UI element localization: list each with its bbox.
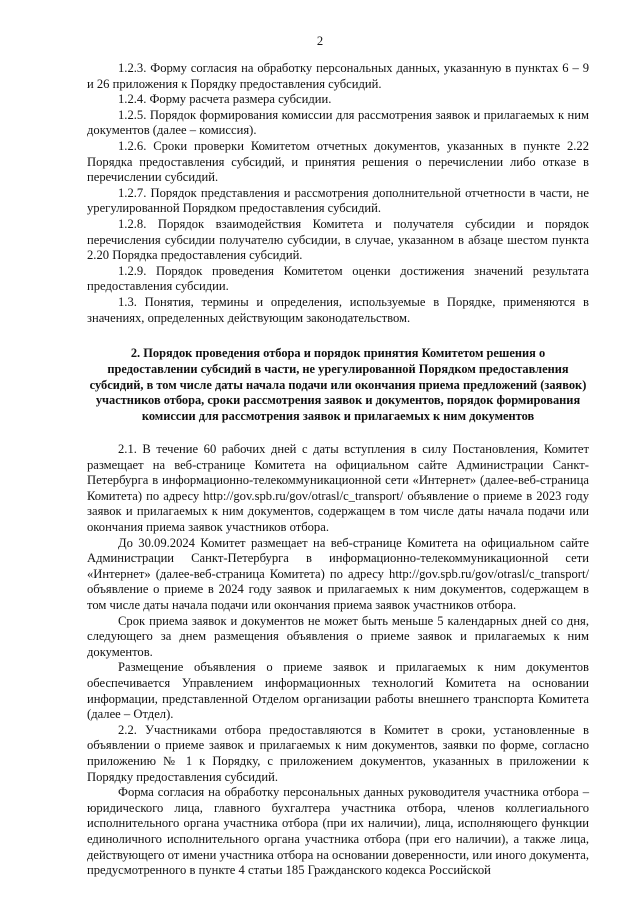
paragraph-1-2-8: 1.2.8. Порядок взаимодействия Комитета и получателя субсидии и порядок перечисления субсидии получателю субсидии, в случае, указанном в абзаце шестом пункта 2.20 Порядка предоставления субсидий. [87, 216, 589, 263]
paragraph-announcement-placement: Размещение объявления о приеме заявок и прилагаемых к ним документов обеспечивается Управлением информационных технологий Комитета на основании информации, представленной Отделом организации работы внешнего транспорта Комитета (далее – Отдел). [87, 660, 589, 722]
paragraph-1-2-7: 1.2.7. Порядок представления и рассмотрения дополнительной отчетности в части, не урегулированной Порядком предоставления субсидий. [87, 185, 589, 216]
paragraph-1-3: 1.3. Понятия, термины и определения, используемые в Порядке, применяются в значениях, определенных действующим законодательством. [87, 294, 589, 325]
paragraph-2-1: 2.1. В течение 60 рабочих дней с даты вступления в силу Постановления, Комитет размещает на веб-странице Комитета на официальном сайте Администрации Санкт-Петербурга в информационно-телекоммуникационной сети «Интернет» (далее-веб-страница Комитета) по адресу http://gov.spb.ru/gov/otrasl/c_transport/ объявление о приеме в 2023 году заявок и прилагаемых к ним документов, содержащем в том числе даты начала подачи или окончания приема заявок участников отбора. [87, 442, 589, 535]
paragraph-1-2-5: 1.2.5. Порядок формирования комиссии для рассмотрения заявок и прилагаемых к ним документов (далее – комиссия). [87, 107, 589, 138]
document-body [87, 61, 589, 879]
paragraph-deadline-2024: До 30.09.2024 Комитет размещает на веб-странице Комитета на официальном сайте Администрации Санкт-Петербурга в информационно-телекоммуникационной сети «Интернет» (далее-веб-страница Комитета) по адресу http://gov.spb.ru/gov/otrasl/c_transport/ объявление о приеме в 2024 году заявок и прилагаемых к ним документов, содержащем в том числе даты начала подачи или окончания приема заявок участников отбора. [87, 535, 589, 613]
section-2-heading: 2. Порядок проведения отбора и порядок принятия Комитетом решения о предоставлении субсидий в части, не урегулированной Порядком предоставления субсидий, в том числе даты начала подачи или окончания приема предложений (заявок) участников отбора, сроки рассмотрения заявок и документов, порядок формирования комиссии для рассмотрения заявок и прилагаемых к ним документов [89, 346, 587, 424]
paragraph-1-2-9: 1.2.9. Порядок проведения Комитетом оценки достижения значений результата предоставления субсидии. [87, 263, 589, 294]
paragraph-1-2-3: 1.2.3. Форму согласия на обработку персональных данных, указанную в пунктах 6 – 9 и 26 приложения к Порядку предоставления субсидий. [87, 61, 589, 91]
page-number: 2 [316, 34, 324, 48]
paragraph-1-2-4: 1.2.4. Форму расчета размера субсидии. [118, 92, 332, 107]
paragraph-2-2: 2.2. Участниками отбора предоставляются в Комитет в сроки, установленные в объявлении о приеме заявок и прилагаемых к ним документов, заявки по форме, согласно приложению № 1 к Порядку, с приложением документов, указанных в приложении к Порядку предоставления субсидий. [87, 722, 589, 784]
paragraph-consent-form: Форма согласия на обработку персональных данных руководителя участника отбора – юридического лица, главного бухгалтера участника отбора, членов коллегиального исполнительного органа участника отбора (при их наличии), лица, исполняющего функции единоличного исполнительного органа участника отбора (при его наличии), а также лица, действующего от имени участника отбора на основании доверенности, или иного документа, предусмотренного в пункте 4 статьи 185 Гражданского кодекса Российской [87, 785, 589, 878]
paragraph-1-2-6: 1.2.6. Сроки проверки Комитетом отчетных документов, указанных в пункте 2.22 Порядка предоставления субсидий, и принятия решения о перечислении либо отказе в перечислении субсидий. [87, 138, 589, 185]
paragraph-acceptance-period: Срок приема заявок и документов не может быть меньше 5 календарных дней со дня, следующего за днем размещения объявления о приеме заявок и прилагаемых к ним документов. [87, 613, 589, 659]
